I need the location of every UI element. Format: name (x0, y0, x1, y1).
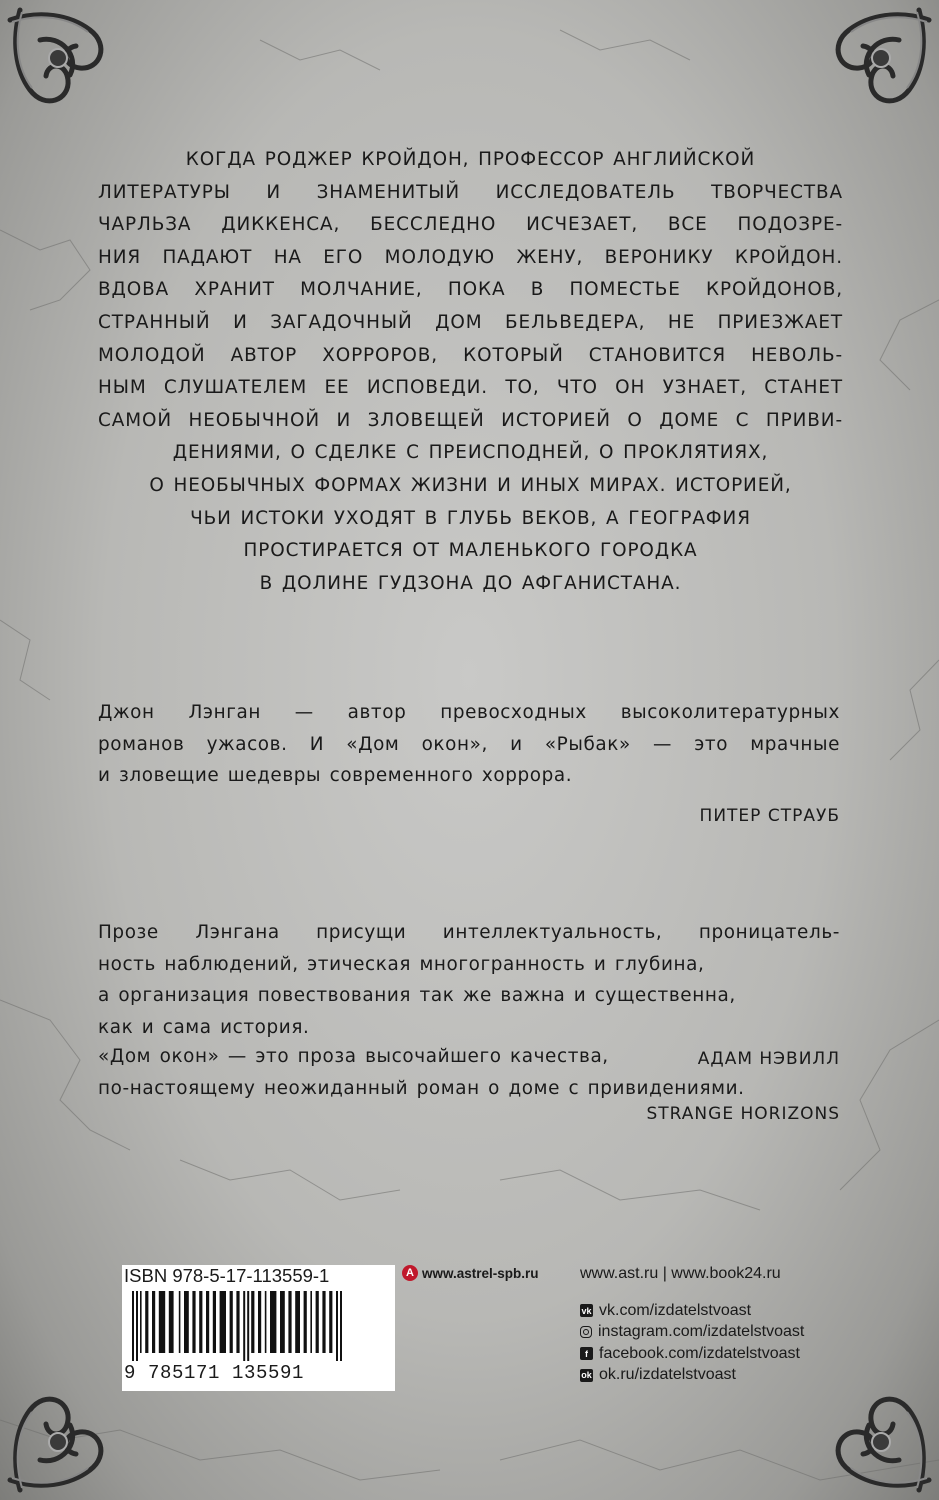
astrel-logo-icon: A (402, 1265, 418, 1281)
social-link-instagram[interactable] (580, 1322, 804, 1344)
social-link-text: instagram.com/izdatelstvoast (598, 1323, 805, 1341)
barcode-bar (336, 1291, 338, 1361)
social-link-text: vk.com/izdatelstvoast (599, 1301, 752, 1319)
facebook-icon: f (580, 1347, 593, 1360)
synopsis-line: В ДОЛИНЕ ГУДЗОНА ДО АФГАНИСТАНА. (259, 572, 682, 594)
barcode-bar (329, 1291, 332, 1353)
barcode-bar (270, 1291, 276, 1353)
quote-line: ность наблюдений, этическая многогранность и глубина, (98, 953, 705, 975)
synopsis-line: НИЯ ПАДАЮТ НА ЕГО МОЛОДУЮ ЖЕНУ, ВЕРОНИКУ КРОЙДОН. (98, 246, 843, 268)
synopsis-line: ДЕНИЯМИ, О СДЕЛКЕ С ПРЕИСПОДНЕЙ, О ПРОКЛЯТИЯХ, (172, 442, 769, 464)
publisher-sites[interactable]: www.ast.ru | www.book24.ru (580, 1265, 781, 1282)
synopsis-line: О НЕОБЫЧНЫХ ФОРМАХ ЖИЗНИ И ИНЫХ МИРАХ. ИСТОРИЕЙ, (149, 474, 792, 496)
synopsis-line: ЛИТЕРАТУРЫ И ЗНАМЕНИТЫЙ ИССЛЕДОВАТЕЛЬ ТВОРЧЕСТВА (98, 181, 843, 203)
barcode-bar (136, 1291, 138, 1361)
quote-line: Джон Лэнган — автор превосходных высоколитературных (98, 702, 840, 723)
quote-author: STRANGE HORIZONS (646, 1104, 840, 1124)
barcode-bar (251, 1291, 254, 1353)
barcode-bar (322, 1291, 325, 1353)
social-link-odnoklassniki[interactable] (580, 1365, 804, 1387)
social-link-text: ok.ru/izdatelstvoast (599, 1366, 736, 1384)
quote-line: «Дом окон» — это проза высочайшего качества, (98, 1046, 609, 1067)
synopsis-line: САМОЙ НЕОБЫЧНОЙ И ЗЛОВЕЩЕЙ ИСТОРИЕЙ О ДОМЕ С ПРИВИ- (98, 409, 843, 431)
barcode-bar (152, 1291, 155, 1353)
odnoklassniki-icon: ok (581, 1370, 592, 1381)
barcode-bar (258, 1291, 261, 1353)
barcode-bar (265, 1291, 267, 1353)
barcode-bar (169, 1291, 174, 1353)
isbn-number: ISBN 978-5-17-113559-1 (124, 1265, 330, 1286)
barcode-bar (192, 1291, 195, 1353)
quote-author: АДАМ НЭВИЛЛ (697, 1049, 840, 1069)
review-quote-3 (98, 1041, 840, 1124)
barcode-bar (310, 1291, 312, 1353)
barcode-bar (145, 1291, 148, 1353)
synopsis-line: КОГДА РОДЖЕР КРОЙДОН, ПРОФЕССОР АНГЛИЙСКОЙ (185, 149, 756, 170)
social-link-facebook[interactable] (580, 1343, 804, 1365)
barcode-bar (132, 1291, 134, 1361)
barcode-bar (220, 1291, 226, 1353)
instagram-icon (580, 1326, 592, 1338)
quote-line: и зловещие шедевры современного хоррора. (98, 765, 573, 786)
barcode-bar (184, 1291, 189, 1353)
quote-line: как и сама история. (98, 1016, 310, 1038)
synopsis-line: ЧАРЛЬЗА ДИККЕНСА, БЕССЛЕДНО ИСЧЕЗАЕТ, ВСЕ ПОДОЗРЕ- (98, 214, 843, 236)
barcode-bar (316, 1291, 319, 1353)
synopsis-line: СТРАННЫЙ И ЗАГАДОЧНЫЙ ДОМ БЕЛЬВЕДЕРА, НЕ ПРИЕЗЖАЕТ (98, 311, 843, 333)
synopsis-line: ЧЬИ ИСТОКИ УХОДЯТ В ГЛУБЬ ВЕКОВ, А ГЕОГРАФИЯ (190, 507, 751, 529)
barcode-bar (140, 1291, 142, 1353)
corner-ornament-top-left (0, 0, 150, 150)
barcode (130, 1291, 390, 1361)
review-quote-1 (98, 697, 840, 826)
corner-ornament-top-right (789, 0, 939, 150)
corner-ornament-bottom-right (789, 1350, 939, 1500)
barcode-bar (243, 1291, 245, 1361)
astrel-url: www.astrel-spb.ru (422, 1265, 539, 1281)
barcode-bar (340, 1291, 342, 1361)
barcode-bar (236, 1291, 239, 1353)
social-link-vk[interactable] (580, 1300, 804, 1322)
barcode-bar (179, 1291, 181, 1353)
vk-icon: vk (581, 1305, 592, 1316)
synopsis-line: ПРОСТИРАЕТСЯ ОТ МАЛЕНЬКОГО ГОРОДКА (243, 540, 698, 562)
barcode-bar (213, 1291, 216, 1353)
synopsis-line: МОЛОДОЙ АВТОР ХОРРОРОВ, КОТОРЫЙ СТАНОВИТСЯ НЕВОЛЬ- (98, 344, 843, 366)
quote-author: ПИТЕР СТРАУБ (699, 805, 840, 826)
social-links (580, 1300, 804, 1386)
synopsis-line: НЫМ СЛУШАТЕЛЕМ ЕЕ ИСПОВЕДИ. ТО, ЧТО ОН УЗНАЕТ, СТАНЕТ (98, 377, 843, 399)
barcode-bar (230, 1291, 233, 1353)
barcode-bar (247, 1291, 249, 1361)
barcode-digits: 9 785171 135591 (124, 1362, 305, 1384)
quote-line: Прозе Лэнгана присущи интеллектуальность, проницатель- (98, 922, 840, 943)
book-synopsis (98, 144, 843, 600)
astrel-link[interactable] (402, 1265, 539, 1281)
barcode-bar (280, 1291, 285, 1353)
barcode-bar (199, 1291, 202, 1353)
barcode-bar (295, 1291, 300, 1353)
synopsis-line: ВДОВА ХРАНИТ МОЛЧАНИЕ, ПОКА В ПОМЕСТЬЕ КРОЙДОНОВ, (98, 279, 843, 301)
barcode-bar (304, 1291, 307, 1353)
barcode-bar (206, 1291, 209, 1353)
barcode-bar (159, 1291, 165, 1353)
quote-line: романов ужасов. И «Дом окон», и «Рыбак» — это мрачные (98, 733, 840, 755)
quote-line: а организация повествования так же важна и существенна, (98, 985, 736, 1006)
barcode-bar (288, 1291, 291, 1353)
social-link-text: facebook.com/izdatelstvoast (599, 1344, 800, 1362)
quote-line: по-настоящему неожиданный роман о доме с привидениями. (98, 1077, 745, 1099)
